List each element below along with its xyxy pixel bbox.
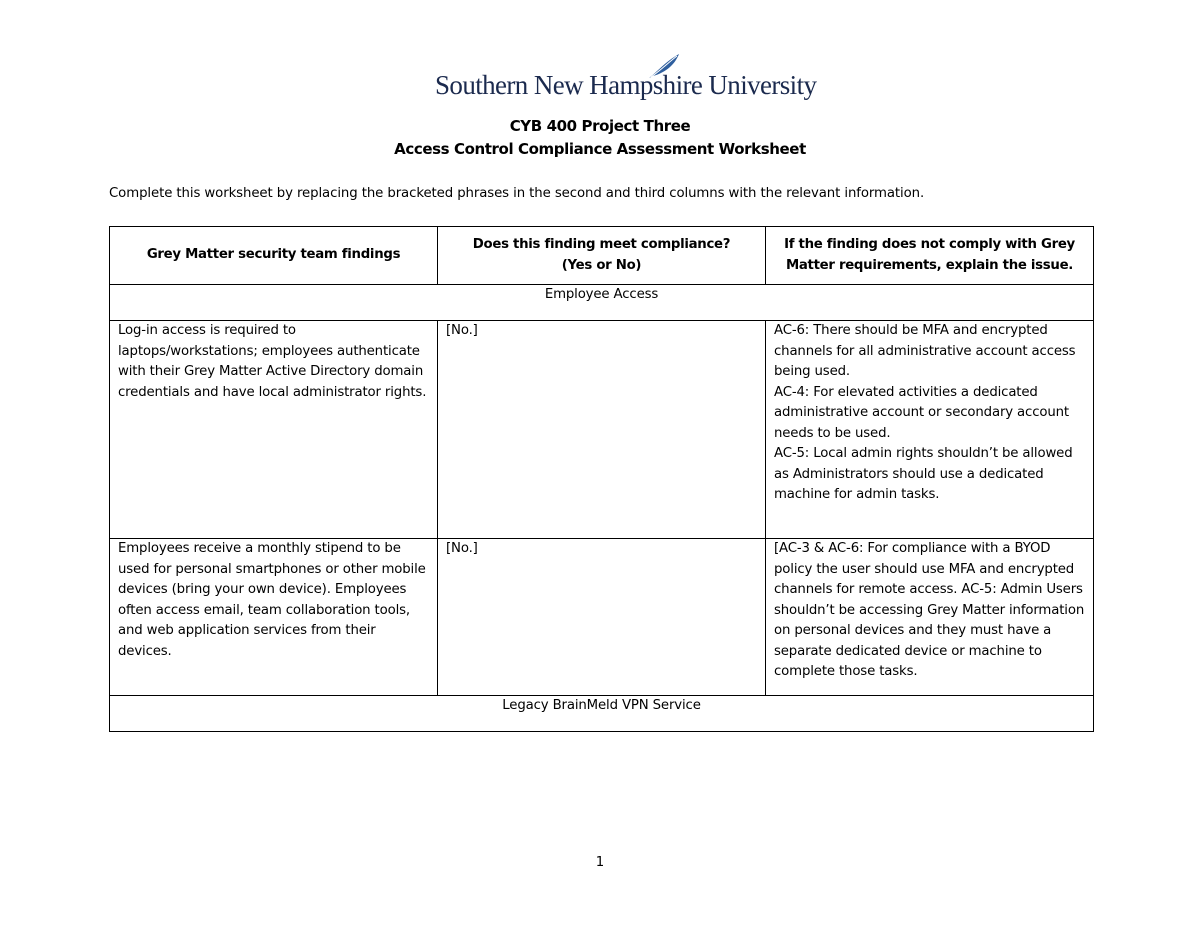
- explanation-cell[interactable]: [AC-3 & AC-6: For compliance with a BYOD policy the user should use MFA and encrypted channels for remote access. AC-5: Admin Users shouldn’t be accessing Grey Matter information on personal devices and they must have a separate dedicated device or machine to complete those tasks.: [766, 539, 1094, 696]
- section-title: Legacy BrainMeld VPN Service: [110, 696, 1094, 732]
- compliance-cell[interactable]: [No.]: [438, 321, 766, 539]
- table-row: [110, 321, 1094, 539]
- explanation-cell[interactable]: AC-6: There should be MFA and encrypted channels for all administrative account access being used. AC-4: For elevated activities a dedicated administrative account or secondary account needs to be used. AC-5: Local admin rights shouldn’t be allowed as Administrators should use a dedicated machine for admin tasks.: [766, 321, 1094, 539]
- university-name: Southern New Hampshire University: [435, 70, 817, 100]
- header-findings: Grey Matter security team findings: [110, 227, 438, 285]
- worksheet-title: Access Control Compliance Assessment Worksheet: [394, 140, 806, 158]
- table-row: [110, 539, 1094, 696]
- header-explanation: If the finding does not comply with Grey Matter requirements, explain the issue.: [766, 227, 1094, 285]
- finding-cell[interactable]: Employees receive a monthly stipend to be used for personal smartphones or other mobile devices (bring your own device). Employees often access email, team collaboration tools, and web application services from their devices.: [110, 539, 438, 696]
- compliance-table: [109, 226, 1094, 732]
- section-row-employee-access: [110, 285, 1094, 321]
- compliance-cell[interactable]: [No.]: [438, 539, 766, 696]
- header-compliance: Does this finding meet compliance? (Yes or No): [438, 227, 766, 285]
- table-header-row: [110, 227, 1094, 285]
- university-logo: [435, 50, 817, 106]
- instructions-text: Complete this worksheet by replacing the bracketed phrases in the second and third columns with the relevant information.: [109, 186, 925, 201]
- course-title: CYB 400 Project Three: [509, 117, 691, 135]
- finding-cell[interactable]: Log-in access is required to laptops/workstations; employees authenticate with their Grey Matter Active Directory domain credentials and have local administrator rights.: [110, 321, 438, 539]
- section-row-legacy-vpn: [110, 696, 1094, 732]
- section-title: Employee Access: [110, 285, 1094, 321]
- page-number: 1: [595, 855, 605, 870]
